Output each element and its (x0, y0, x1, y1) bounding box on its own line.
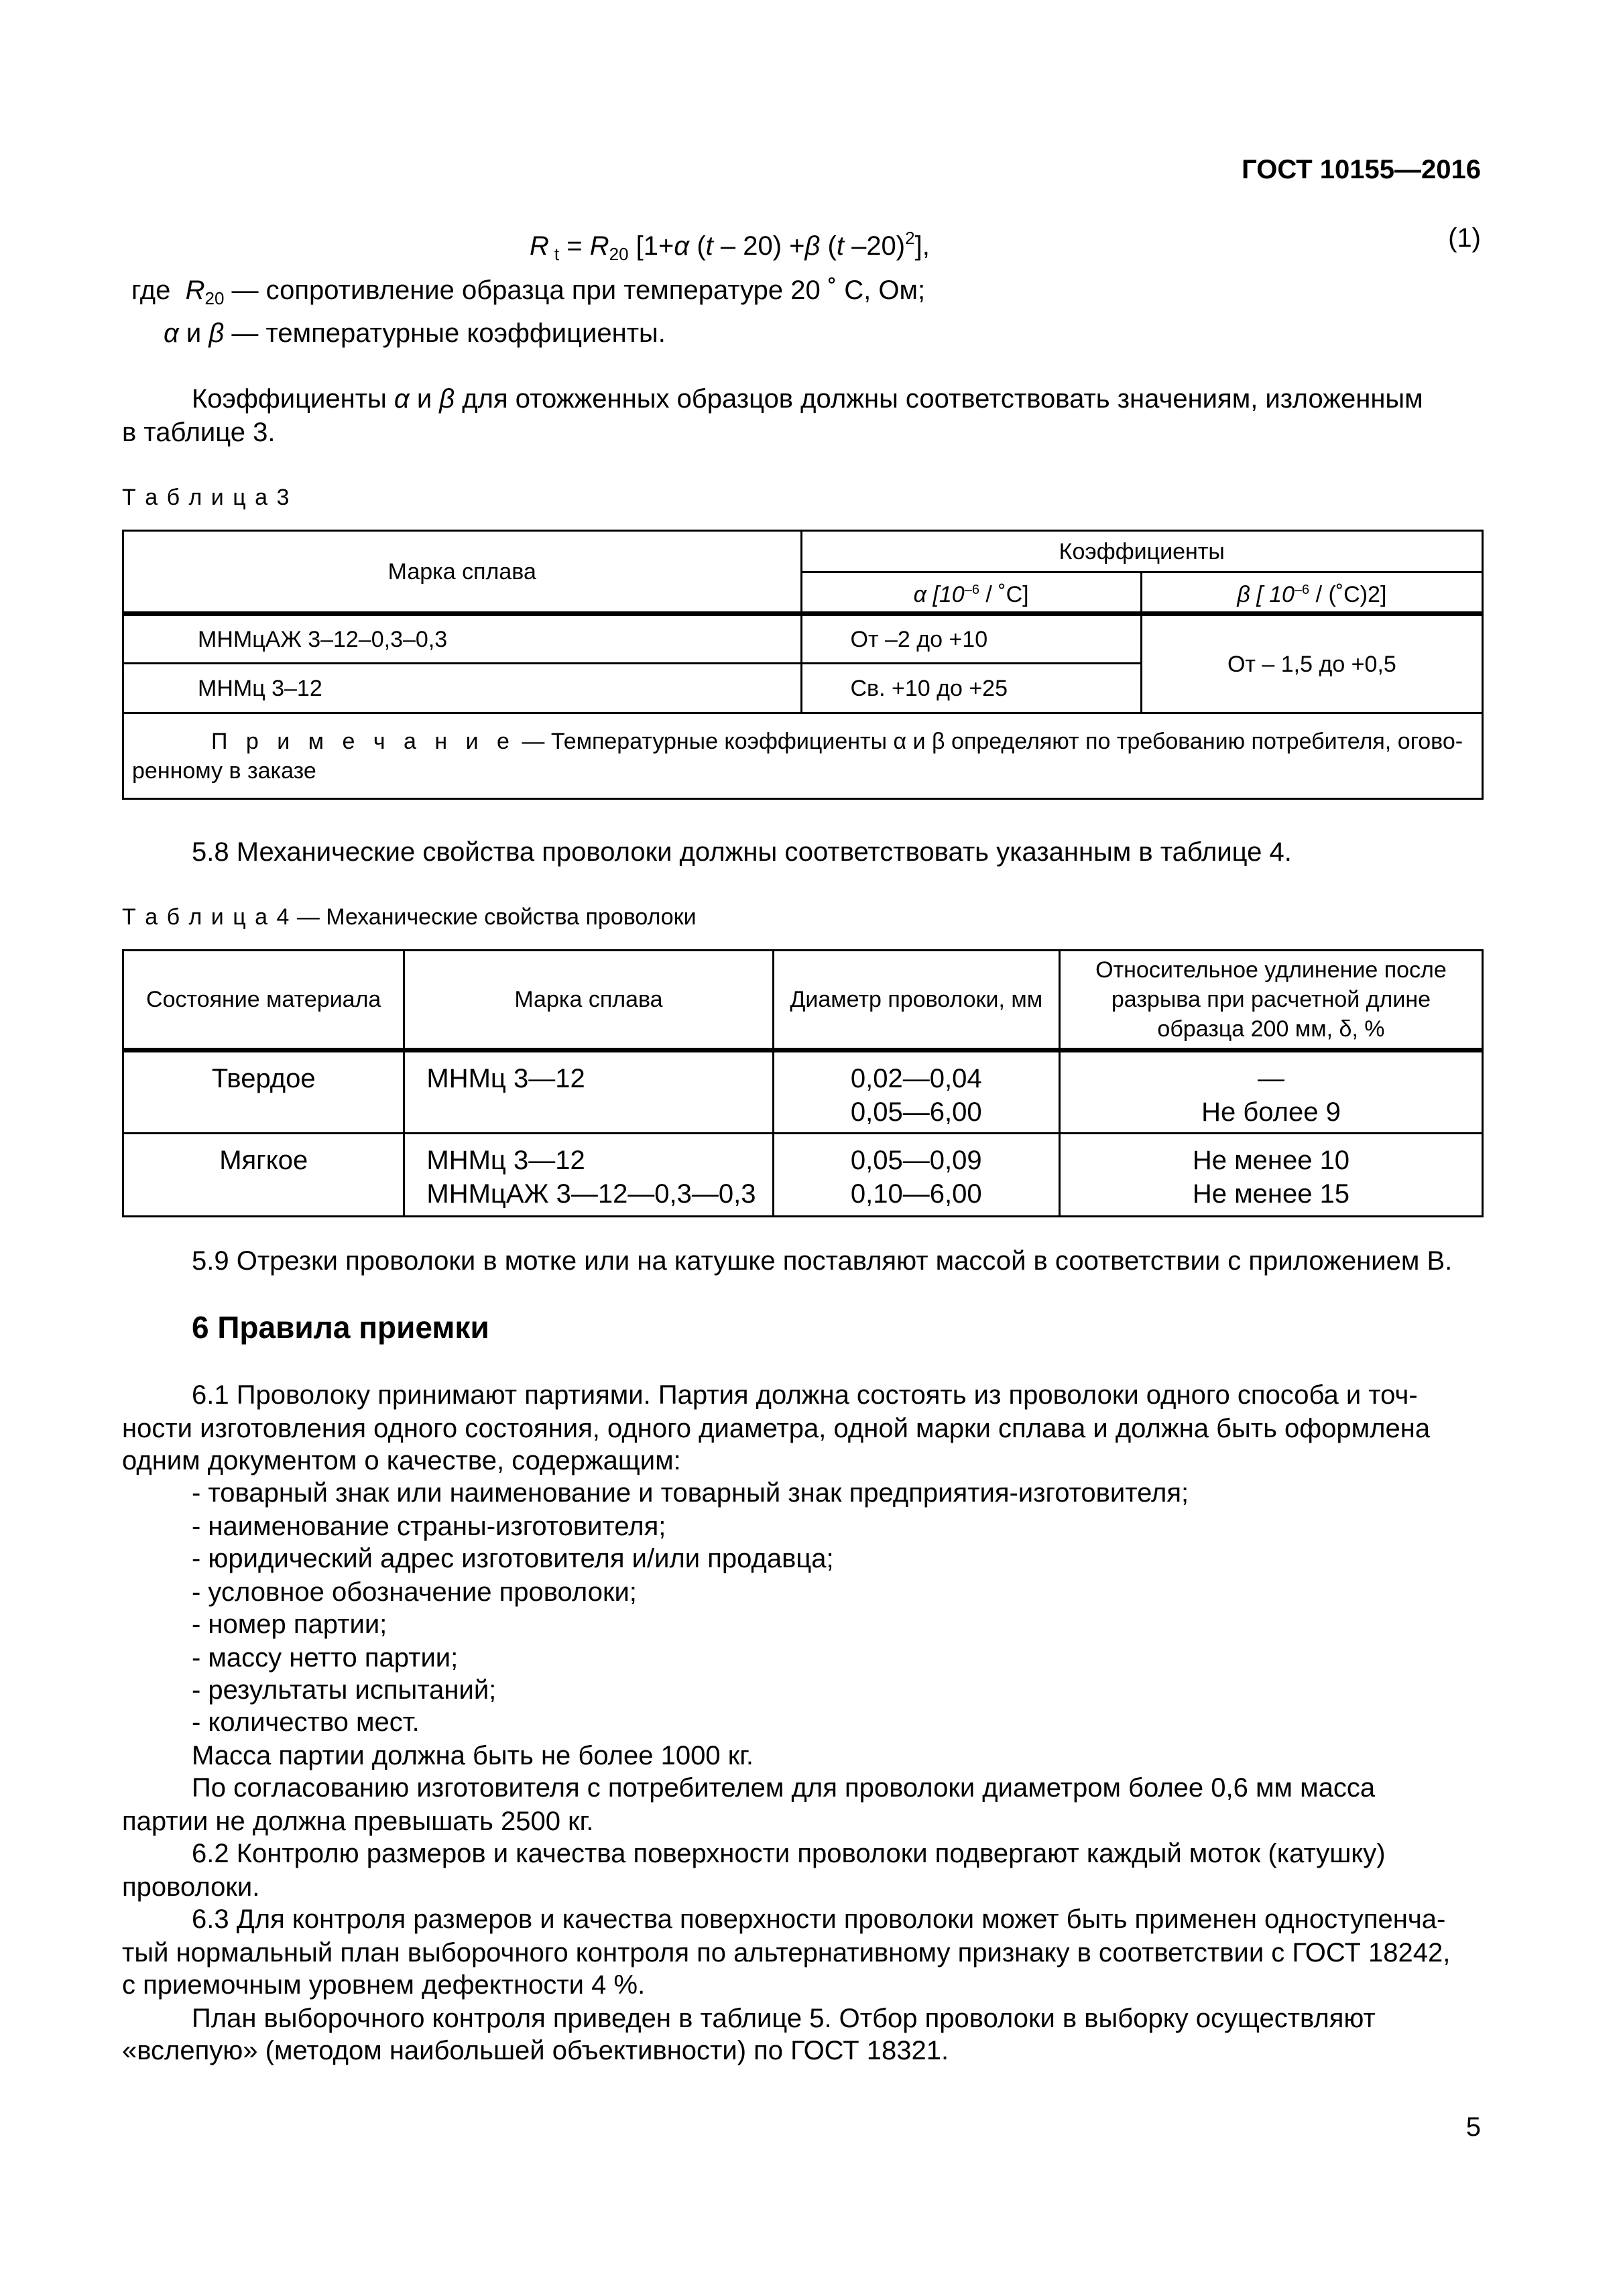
header-elong-line: Относительное удлинение после (1095, 957, 1447, 983)
header-elong-line: образца 200 мм, δ, % (1157, 1016, 1385, 1042)
cell-text: — (1257, 1064, 1284, 1093)
table4-r2-elong (1059, 1134, 1482, 1217)
cell-text: МНМц 3—12 (426, 1064, 585, 1093)
formula-t: t (705, 231, 713, 261)
formula-number: (1) (1448, 223, 1481, 253)
cell-text: Мягкое (219, 1146, 308, 1175)
para-6-3-line1: 6.3 Для контроля размеров и качества поверхности проволоки может быть применен одноступенча- (192, 1905, 1446, 1934)
list-item: - количество мест. (192, 1707, 420, 1737)
table3-beta-value: От – 1,5 до +0,5 (1141, 614, 1482, 713)
where-alpha: α (164, 318, 179, 348)
para-6-1-line3: одним документом о качестве, содержащим: (122, 1446, 681, 1475)
table3-note-line2: ренному в заказе (132, 758, 316, 784)
table3-header-mark: Марка сплава (123, 531, 802, 614)
formula-part: – 20) + (713, 231, 805, 261)
header-alpha-a: α [10 (913, 582, 965, 607)
para-coefficients-line2: в таблице 3. (122, 418, 276, 447)
text-run: для отожженных образцов должны соответствовать значениям, изложенным (455, 384, 1423, 414)
formula-r20: R (589, 231, 609, 261)
table3-note (123, 713, 1483, 799)
formula-part: –20) (843, 231, 906, 261)
formula-part: ], (914, 231, 930, 261)
header-elong-line: разрыва при расчетной длине (1111, 987, 1431, 1012)
formula-part: ( (689, 231, 706, 261)
list-item: - результаты испытаний; (192, 1675, 497, 1705)
table3-header-alpha (801, 572, 1141, 614)
where-r-desc: — сопротивление образца при температуре 20 ˚ С, Ом; (224, 276, 926, 305)
table4-header-elong (1059, 951, 1482, 1050)
table3-header-beta (1141, 572, 1482, 614)
section-6-title: 6 Правила приемки (192, 1310, 489, 1345)
list-item: - товарный знак или наименование и товарный знак предприятия-изготовителя; (192, 1478, 1189, 1508)
table4-header-mark: Марка сплава (404, 951, 773, 1050)
table4-caption-text: — Механические свойства проволоки (290, 904, 697, 930)
header-alpha-b: / ˚С] (979, 582, 1029, 607)
text-run: Коэффициенты (192, 384, 394, 414)
table-row (123, 1134, 1483, 1217)
para-6-3-line2: тый нормальный план выборочного контроля по альтернативному признаку в соответствии с ГОСТ 18242, (122, 1938, 1451, 1968)
table4-r1-diam (773, 1050, 1059, 1134)
table4-r1-mark (404, 1050, 773, 1134)
where-and: и (178, 318, 209, 348)
where-r: R (185, 276, 205, 305)
text-alpha: α (394, 384, 410, 414)
para-agreement-line1: По согласованию изготовителя с потребителем для проволоки диаметром более 0,6 мм масса (192, 1773, 1376, 1803)
formula-r20-sub: 20 (609, 244, 629, 264)
cell-text: Твердое (211, 1064, 316, 1093)
formula-beta: β (804, 231, 821, 261)
para-plan-line1: План выборочного контроля приведен в таблице 5. Отбор проволоки в выборку осуществляют (192, 2004, 1376, 2033)
table3-header-coef: Коэффициенты (801, 531, 1483, 572)
para-6-3-line3: с приемочным уровнем дефектности 4 %. (122, 1970, 646, 2000)
para-5-9: 5.9 Отрезки проволоки в мотке или на катушке поставляют массой в соответствии с приложением В. (192, 1246, 1453, 1276)
table3-r2-alpha: Св. +10 до +25 (801, 664, 1141, 713)
doc-code: ГОСТ 10155—2016 (1242, 155, 1481, 184)
header-beta-a: β [ 10 (1237, 582, 1295, 607)
formula-part: [1+ (628, 231, 674, 261)
cell-text: Не более 9 (1201, 1097, 1341, 1127)
where-r20 (131, 274, 925, 315)
cell-text: 0,10—6,00 (850, 1179, 982, 1209)
table3 (122, 530, 1484, 800)
para-agreement-line2: партии не должна превышать 2500 кг. (122, 1807, 594, 1836)
formula-eq: = (559, 231, 590, 261)
table3-r2-mark: МНМц 3–12 (123, 664, 802, 713)
formula-alpha: α (674, 231, 690, 261)
formula-exp: 2 (905, 228, 915, 248)
formula-part: ( (820, 231, 837, 261)
table3-r1-alpha: От –2 до +10 (801, 614, 1141, 664)
table4-r1-state (123, 1050, 404, 1134)
table4-r2-state (123, 1134, 404, 1217)
para-5-8: 5.8 Механические свойства проволоки должны соответствовать указанным в таблице 4. (192, 837, 1292, 867)
table3-caption: Т а б л и ц а 3 (122, 485, 291, 510)
table4-caption-label: Т а б л и ц а 4 (122, 904, 291, 930)
cell-text: Не менее 15 (1192, 1179, 1350, 1209)
table3-r1-mark: МНМцАЖ 3–12–0,3–0,3 (123, 614, 802, 664)
table4-caption (122, 902, 697, 932)
text-beta: β (439, 384, 455, 414)
list-item: - наименование страны-изготовителя; (192, 1512, 666, 1541)
where-alpha-beta (164, 316, 666, 350)
list-item: - массу нетто партии; (192, 1643, 459, 1673)
where-beta: β (208, 318, 225, 348)
para-6-2-line1: 6.2 Контролю размеров и качества поверхности проволоки подвергают каждый моток (катушку) (192, 1839, 1386, 1868)
note-label: П р и м е ч а н и е (211, 728, 516, 754)
para-plan-line2: «вслепую» (методом наибольшей объективности) по ГОСТ 18321. (122, 2036, 949, 2065)
table4-header-state: Состояние материала (123, 951, 404, 1050)
formula-r: R (530, 231, 549, 261)
cell-text: 0,05—6,00 (850, 1097, 982, 1127)
para-6-2-line2: проволоки. (122, 1872, 260, 1902)
para-mass: Масса партии должна быть не более 1000 кг. (192, 1741, 754, 1770)
formula-t: t (836, 231, 844, 261)
note-text: — Температурные коэффициенты α и β определяют по требованию потребителя, огово- (515, 728, 1463, 754)
para-6-1-line2: ности изготовления одного состояния, одного диаметра, одной марки сплава и должна быть оформлена (122, 1414, 1431, 1443)
formula-r-sub: t (554, 244, 560, 264)
where-ab-desc: — температурные коэффициенты. (224, 318, 666, 348)
cell-text: МНМц 3—12 (426, 1146, 585, 1175)
cell-text: 0,02—0,04 (850, 1064, 982, 1093)
header-beta-exp: –6 (1294, 583, 1310, 597)
header-beta-b: / (˚С)2] (1309, 582, 1387, 607)
table4-r2-diam (773, 1134, 1059, 1217)
table4 (122, 949, 1484, 1217)
para-coefficients-line1 (192, 382, 1423, 416)
cell-text: Не менее 10 (1192, 1146, 1350, 1175)
where-lead: где (131, 276, 171, 305)
header-alpha-exp: –6 (964, 583, 979, 597)
table3-note-line1 (132, 727, 1474, 756)
table4-header-diam: Диаметр проволоки, мм (773, 951, 1059, 1050)
page-number: 5 (1465, 2112, 1481, 2142)
table-row (123, 1050, 1483, 1134)
para-6-1-line1: 6.1 Проволоку принимают партиями. Партия должна состоять из проволоки одного способа и точ- (192, 1380, 1418, 1410)
cell-text: 0,05—0,09 (850, 1146, 982, 1175)
table4-r2-mark (404, 1134, 773, 1217)
formula (530, 221, 930, 271)
table4-r1-elong (1059, 1050, 1482, 1134)
list-item: - юридический адрес изготовителя и/или продавца; (192, 1544, 834, 1573)
list-item: - номер партии; (192, 1610, 387, 1639)
text-run: и (409, 384, 440, 414)
where-r-sub: 20 (204, 288, 225, 308)
list-item: - условное обозначение проволоки; (192, 1577, 637, 1607)
cell-text: МНМцАЖ 3—12—0,3—0,3 (426, 1179, 756, 1209)
